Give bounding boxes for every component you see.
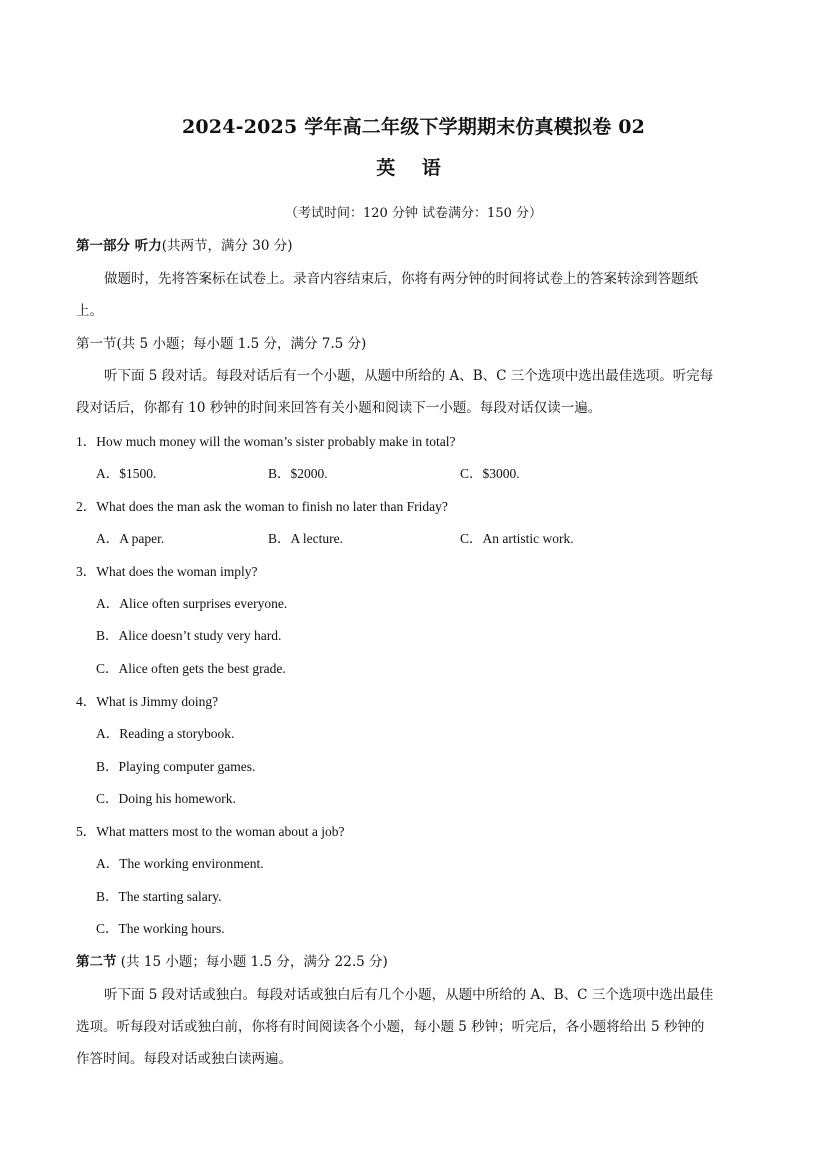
question-5-option-b: B．The starting salary. <box>96 889 222 904</box>
question-3-stem: 3．What does the woman imply? <box>76 564 258 579</box>
section1-instruction-line2: 段对话后，你都有 10 秒钟的时间来回答有关小题和阅读下一小题。每段对话仅读一遍。 <box>76 400 602 416</box>
question-1-option-a: A．$1500. <box>96 466 157 481</box>
section2-instruction-line1: 听下面 5 段对话或独白。每段对话或独白后有几个小题，从题中所给的 A、B、C 三个选项中选出最佳 <box>104 987 714 1003</box>
question-2-option-b: B．A lecture. <box>268 531 343 546</box>
section1-heading: 第一节(共 5 小题；每小题 1.5 分，满分 7.5 分) <box>76 336 367 352</box>
section2-heading-rest: (共 15 小题；每小题 1.5 分，满分 22.5 分) <box>116 954 388 970</box>
section2-heading-bold: 第二节 <box>76 954 117 970</box>
part1-heading-rest: (共两节，满分 30 分) <box>161 238 293 254</box>
question-2-option-a: A．A paper. <box>96 531 165 546</box>
question-5-option-c: C．The working hours. <box>96 921 225 936</box>
question-1-option-b: B．$2000. <box>268 466 328 481</box>
section1-instruction-line1: 听下面 5 段对话。每段对话后有一个小题，从题中所给的 A、B、C 三个选项中选出最佳选项。听完每 <box>104 368 714 384</box>
question-4-stem: 4．What is Jimmy doing? <box>76 694 219 709</box>
part1-instruction-line2: 上。 <box>76 303 103 319</box>
question-1-option-c: C．$3000. <box>460 466 520 481</box>
question-5-option-a: A．The working environment. <box>96 856 264 871</box>
question-2-stem: 2．What does the man ask the woman to finish no later than Friday? <box>76 499 448 514</box>
question-4-option-a: A．Reading a storybook. <box>96 726 235 741</box>
exam-title: 2024-2025 学年高二年级下学期期末仿真模拟卷 02 <box>181 116 646 138</box>
question-4-option-c: C．Doing his homework. <box>96 791 236 806</box>
question-5-stem: 5．What matters most to the woman about a job? <box>76 824 345 839</box>
question-2-option-c: C．An artistic work. <box>460 531 574 546</box>
part1-heading <box>76 234 293 254</box>
section2-heading <box>76 950 388 970</box>
question-4-option-b: B．Playing computer games. <box>96 759 256 774</box>
question-3-option-a: A．Alice often surprises everyone. <box>96 596 288 611</box>
exam-time-note: （考试时间：120 分钟 试卷满分：150 分） <box>284 206 543 221</box>
section2-instruction-line3: 作答时间。每段对话或独白读两遍。 <box>76 1051 292 1067</box>
part1-instruction-line1: 做题时，先将答案标在试卷上。录音内容结束后，你将有两分钟的时间将试卷上的答案转涂到答题纸 <box>104 271 698 287</box>
part1-heading-bold: 第一部分 听力 <box>76 238 162 254</box>
question-3-option-c: C．Alice often gets the best grade. <box>96 661 286 676</box>
section2-instruction-line2: 选项。听每段对话或独白前，你将有时间阅读各个小题，每小题 5 秒钟；听完后，各小题将给出 5 秒钟的 <box>76 1019 705 1035</box>
question-1-stem: 1．How much money will the woman’s sister probably make in total? <box>76 434 456 449</box>
exam-subject: 英 语 <box>376 157 451 179</box>
question-3-option-b: B．Alice doesn’t study very hard. <box>96 628 282 643</box>
